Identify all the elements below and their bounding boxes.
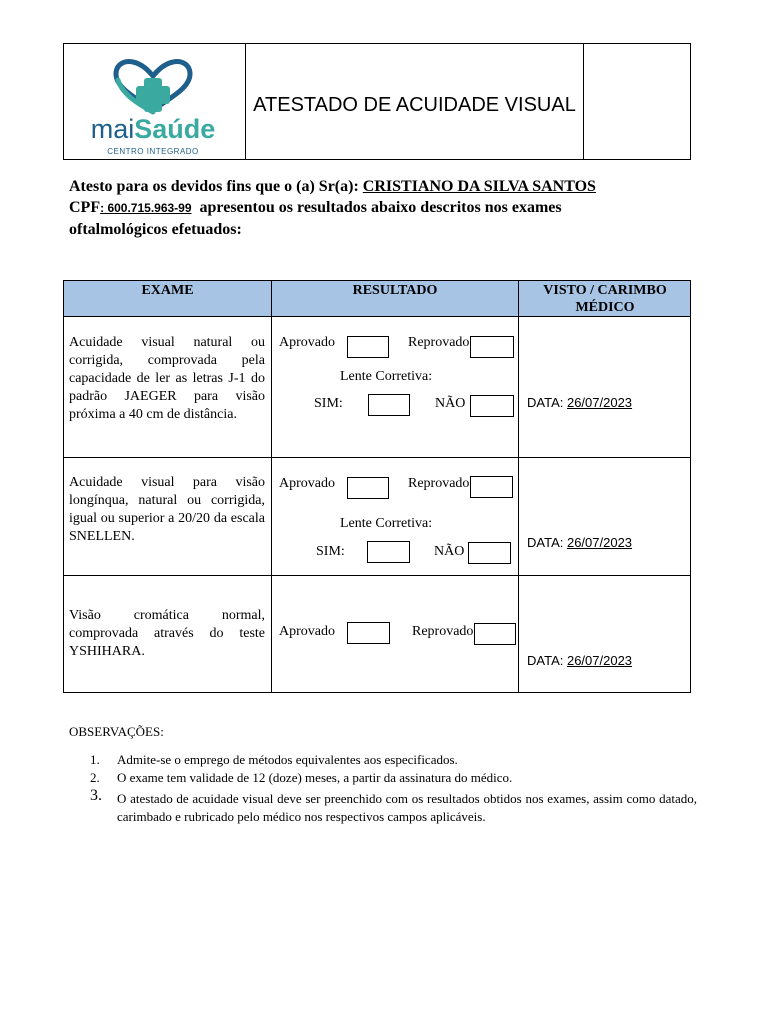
list-item: O atestado de acuidade visual deve ser preenchido com os resultados obtidos nos exames, assim como datado, carimbado e rubricado pelo médico nos respectivos campos aplicáveis. (117, 791, 697, 824)
rejected-label: Reprovado (408, 476, 470, 491)
header-exam: EXAME (141, 283, 194, 298)
intro-suffix: apresentou os resultados abaixo descritos nos exames (199, 199, 562, 216)
approved-label: Aprovado (279, 335, 335, 350)
row-exam-text: Visão cromática normal, comprovada através do teste YSHIHARA. (69, 608, 265, 659)
approved-label: Aprovado (279, 624, 335, 639)
date-field[interactable] (527, 535, 632, 550)
logo-text-light: mai (90, 114, 135, 144)
rejected-label: Reprovado (408, 335, 470, 350)
no-checkbox[interactable] (468, 542, 511, 564)
no-label: NÃO (435, 396, 466, 411)
no-label: NÃO (434, 544, 465, 559)
page-title: ATESTADO DE ACUIDADE VISUAL (253, 94, 576, 116)
date-value: 26/07/2023 (566, 535, 633, 550)
row-exam-text: Acuidade visual para visão longínqua, natural ou corrigida, igual ou superior a 20/20 da escala SNELLEN. (69, 475, 265, 544)
rejected-checkbox[interactable] (474, 623, 516, 645)
yes-label: SIM: (316, 544, 345, 559)
no-checkbox[interactable] (470, 395, 514, 417)
date-label: DATA: (527, 535, 567, 550)
approved-checkbox[interactable] (347, 336, 389, 358)
date-field[interactable] (527, 395, 632, 410)
yes-label: SIM: (314, 396, 343, 411)
date-value: 26/07/2023 (566, 653, 633, 668)
date-label: DATA: (527, 395, 567, 410)
list-number: 1. (90, 752, 100, 767)
cpf-value: : 600.715.963-99 (100, 201, 192, 215)
header-result: RESULTADO (352, 283, 438, 298)
list-number: 3. (90, 787, 102, 804)
header-stamp: VISTO / CARIMBO MÉDICO (543, 283, 667, 315)
header-divider (583, 43, 584, 160)
intro-text (69, 176, 694, 240)
date-label: DATA: (527, 653, 567, 668)
approved-checkbox[interactable] (347, 622, 390, 644)
list-number: 2. (90, 770, 100, 785)
list-item: Admite-se o emprego de métodos equivalentes aos especificados. (117, 752, 458, 767)
date-value: 26/07/2023 (566, 395, 633, 410)
list-item: O exame tem validade de 12 (doze) meses, a partir da assinatura do médico. (117, 770, 513, 785)
approved-label: Aprovado (279, 476, 335, 491)
cpf-label: CPF (69, 199, 101, 216)
approved-checkbox[interactable] (347, 477, 389, 499)
yes-checkbox[interactable] (367, 541, 410, 563)
corrective-lens-label: Lente Corretiva: (340, 369, 433, 384)
rejected-checkbox[interactable] (470, 336, 514, 358)
corrective-lens-label: Lente Corretiva: (340, 516, 433, 531)
observations-title: OBSERVAÇÕES: (69, 724, 164, 739)
rejected-checkbox[interactable] (470, 476, 513, 498)
date-field[interactable] (527, 653, 632, 668)
rejected-label: Reprovado (412, 624, 474, 639)
patient-name: CRISTIANO DA SILVA SANTOS (362, 178, 596, 195)
yes-checkbox[interactable] (368, 394, 410, 416)
logo-text-bold: Saúde (134, 114, 216, 144)
row-exam-text: Acuidade visual natural ou corrigida, comprovada pela capacidade de ler as letras J-1 do padrão JAEGER para visão próxima a 40 cm de distância. (69, 335, 265, 422)
clinic-logo (78, 58, 228, 158)
intro-prefix: Atesto para os devidos fins que o (a) Sr(a): (69, 178, 363, 195)
intro-suffix-2: oftalmológicos efetuados: (69, 221, 242, 238)
logo-subtitle: CENTRO INTEGRADO (107, 147, 199, 156)
